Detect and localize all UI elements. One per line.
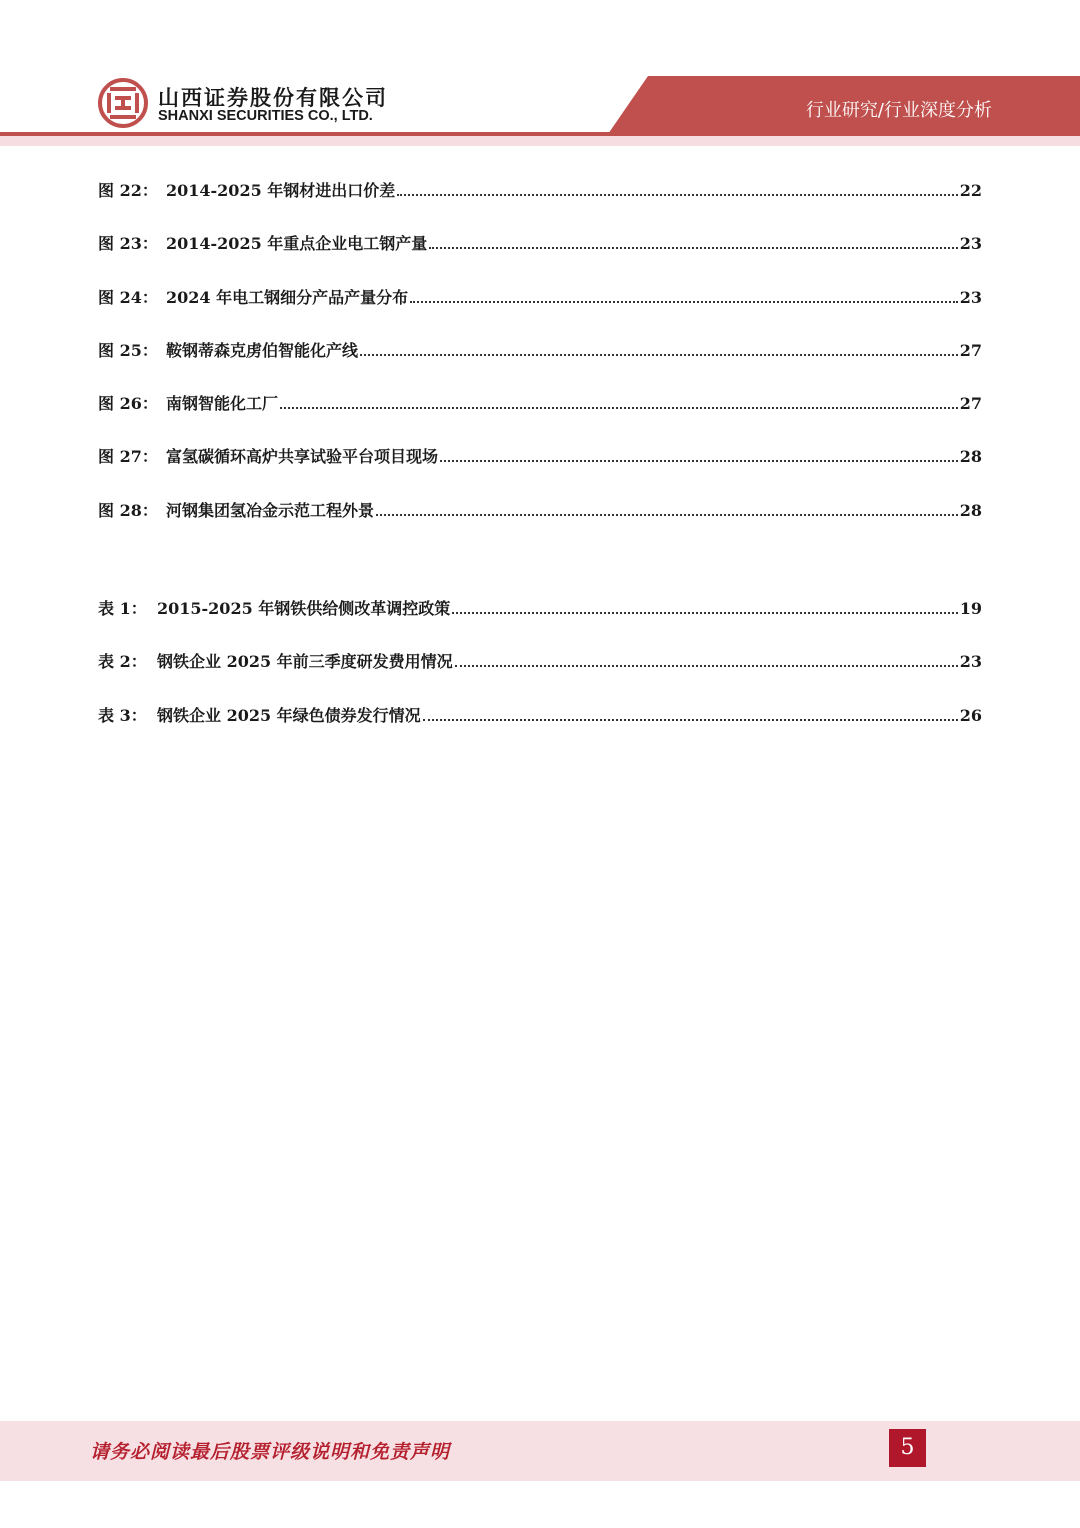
- toc-page-number: 27: [959, 394, 982, 414]
- page-footer: [0, 1421, 1080, 1481]
- page-number-badge: 5: [889, 1429, 926, 1467]
- toc-row[interactable]: [98, 703, 982, 756]
- toc-label: 图 22：: [98, 181, 158, 200]
- toc-label: 图 26：: [98, 394, 158, 414]
- dot-leader: [423, 719, 958, 721]
- toc-page-number: 23: [959, 287, 982, 307]
- toc-row[interactable]: [98, 338, 982, 391]
- toc-row[interactable]: [98, 285, 982, 338]
- dot-leader: [440, 460, 958, 462]
- dot-leader: [397, 194, 957, 196]
- company-name-en: SHANXI SECURITIES CO., LTD.: [158, 108, 373, 124]
- figure-list: [98, 178, 982, 551]
- company-name-cn: 山西证券股份有限公司: [158, 86, 388, 110]
- dot-leader: [452, 612, 957, 614]
- toc-page-number: 23: [959, 234, 982, 254]
- page-header: [0, 0, 1080, 150]
- toc-row[interactable]: [98, 498, 982, 551]
- toc-title: 鞍钢蒂森克虏伯智能化产线: [166, 340, 359, 360]
- toc-label: 图 27：: [98, 447, 158, 467]
- toc-page-number: 22: [959, 181, 982, 200]
- toc-title: 2014-2025 年钢材进出口价差: [166, 181, 396, 200]
- toc-page-number: 26: [959, 705, 982, 725]
- toc-title: 南钢智能化工厂: [166, 394, 279, 414]
- disclaimer-text: 请务必阅读最后股票评级说明和免责声明: [90, 1441, 451, 1463]
- toc-label: 图 24：: [98, 287, 158, 307]
- toc-page-number: 28: [959, 500, 982, 520]
- toc-title: 2015-2025 年钢铁供给侧改革调控政策: [157, 599, 451, 618]
- dot-leader: [360, 354, 958, 356]
- dot-leader: [410, 301, 958, 303]
- toc-page-number: 23: [959, 652, 982, 672]
- toc-label: 图 25：: [98, 340, 158, 360]
- header-band: [0, 0, 1080, 150]
- dot-leader: [455, 665, 958, 667]
- toc-page-number: 27: [959, 340, 982, 360]
- report-section-label: 行业研究/行业深度分析: [805, 100, 992, 121]
- toc-title: 钢铁企业 2025 年绿色债券发行情况: [157, 705, 421, 725]
- dot-leader: [376, 514, 958, 516]
- toc-label: 表 1：: [98, 599, 147, 618]
- toc-row[interactable]: [98, 444, 982, 497]
- toc-row[interactable]: [98, 596, 982, 649]
- toc-title: 2024 年电工钢细分产品产量分布: [166, 287, 409, 307]
- toc-row[interactable]: [98, 391, 982, 444]
- dot-leader: [280, 407, 958, 409]
- toc-label: 表 3：: [98, 705, 147, 725]
- company-logo-icon: [98, 78, 148, 128]
- toc-label: 表 2：: [98, 652, 147, 672]
- toc-label: 图 23：: [98, 234, 158, 254]
- toc-row[interactable]: [98, 178, 982, 231]
- toc-title: 2014-2025 年重点企业电工钢产量: [166, 234, 428, 254]
- toc-title: 富氢碳循环高炉共享试验平台项目现场: [166, 447, 439, 467]
- toc-title: 河钢集团氢冶金示范工程外景: [166, 500, 375, 520]
- toc-page-number: 28: [959, 447, 982, 467]
- dot-leader: [429, 247, 957, 249]
- toc-page-number: 19: [959, 599, 982, 618]
- toc-label: 图 28：: [98, 500, 158, 520]
- table-list: [98, 596, 982, 756]
- toc-row[interactable]: [98, 649, 982, 702]
- toc-row[interactable]: [98, 231, 982, 284]
- toc-title: 钢铁企业 2025 年前三季度研发费用情况: [157, 652, 453, 672]
